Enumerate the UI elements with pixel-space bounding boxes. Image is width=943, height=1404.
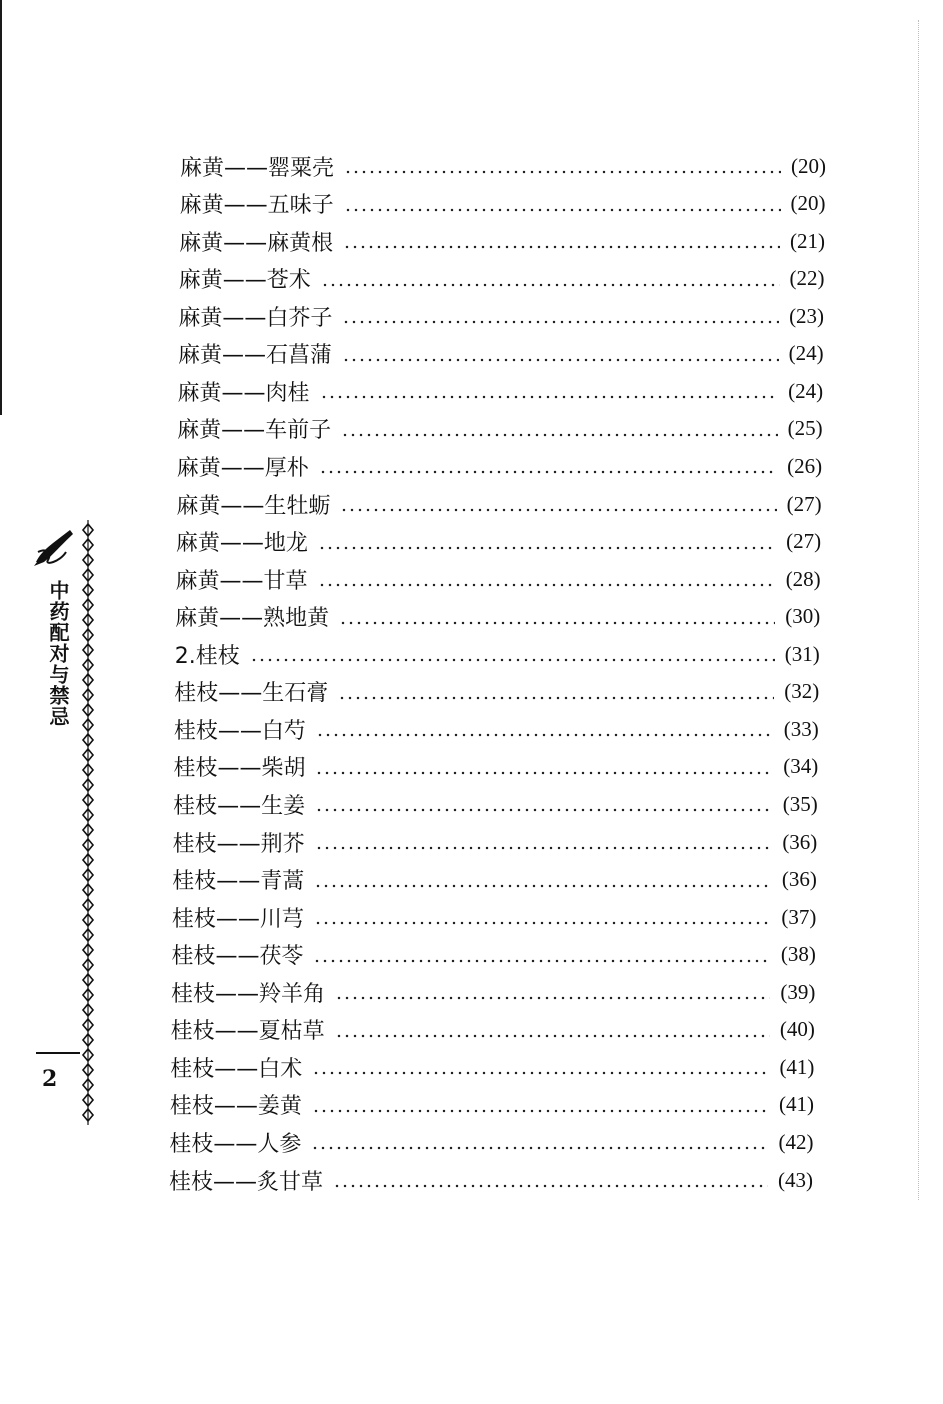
toc-leader-dots: [318, 582, 776, 588]
toc-entry-title: 桂枝——羚羊角: [171, 981, 326, 1007]
toc-entry: [174, 712, 819, 746]
toc-leader-dots: [315, 845, 773, 851]
toc-entry-page: (21): [790, 228, 826, 253]
toc-entry: [171, 1013, 815, 1047]
toc-entry-page: (32): [784, 679, 820, 704]
toc-entry-page: (42): [778, 1129, 814, 1154]
toc-entry-title: 桂枝——生姜: [173, 793, 306, 819]
toc-leader-dots: [321, 282, 780, 288]
toc-entry-page: (24): [788, 378, 824, 403]
toc-entry-page: (33): [783, 716, 819, 741]
toc-entry-page: (36): [781, 867, 817, 892]
toc-entry-title: 桂枝——炙甘草: [169, 1169, 324, 1195]
toc-entry-page: (34): [783, 754, 819, 779]
toc-entry-title: 麻黄——五味子: [179, 193, 334, 219]
toc-entry-title: 桂枝——白术: [170, 1056, 303, 1082]
toc-entry: [172, 863, 817, 897]
toc-leader-dots: [312, 1070, 769, 1076]
toc-entry: [174, 675, 819, 709]
toc-entry-title: 桂枝——生石膏: [174, 681, 329, 707]
toc-entry-title: 桂枝——茯苓: [171, 944, 304, 970]
toc-entry: [179, 224, 825, 258]
toc-entry-page: (24): [788, 341, 824, 366]
toc-entry: [169, 1163, 813, 1197]
toc-entry-title: 麻黄——厚朴: [176, 455, 309, 481]
toc-entry-title: 麻黄——甘草: [175, 568, 308, 594]
toc-entry-page: (22): [789, 266, 825, 291]
toc-leader-dots: [344, 169, 781, 175]
toc-leader-dots: [311, 1145, 768, 1151]
toc-entry: [170, 1088, 814, 1122]
toc-entry-title: 桂枝——青蒿: [172, 869, 305, 895]
toc-entry-title: 麻黄——熟地黄: [175, 606, 330, 632]
toc-leader-dots: [339, 620, 775, 626]
toc-entry-title: 桂枝——柴胡: [173, 756, 306, 782]
toc-entry: [178, 299, 824, 333]
toc-entry-title: 桂枝——荆芥: [172, 831, 305, 857]
toc-leader-dots: [315, 807, 773, 813]
toc-entry-page: (31): [784, 641, 820, 666]
toc-entry-title: 麻黄——罂粟壳: [180, 155, 335, 181]
toc-leader-dots: [314, 883, 772, 889]
toc-leader-dots: [343, 244, 780, 250]
toc-entry-page: (25): [787, 416, 823, 441]
toc-entry: [172, 900, 817, 934]
toc-entry: [170, 1050, 814, 1084]
toc-entry: [173, 787, 818, 821]
toc-entry-title: 麻黄——生牡蛎: [176, 493, 331, 519]
toc-entry: [179, 262, 825, 296]
toc-entry: [175, 600, 820, 634]
toc-entry-page: (26): [787, 453, 823, 478]
toc-entry: [177, 449, 822, 483]
toc-leader-dots: [338, 695, 774, 701]
toc-entry: [178, 374, 824, 408]
toc-entry-page: (41): [779, 1054, 815, 1079]
toc-leader-dots: [342, 319, 779, 325]
toc-entry-title: 麻黄——肉桂: [177, 380, 310, 406]
toc-entry-title: 麻黄——地龙: [175, 531, 308, 557]
toc-entry-title: 桂枝——姜黄: [169, 1094, 302, 1120]
toc-entry: [171, 938, 815, 972]
toc-entry: [173, 825, 818, 859]
toc-entry: [175, 637, 820, 671]
toc-entry-page: (36): [782, 829, 818, 854]
toc-leader-dots: [318, 545, 776, 551]
toc-entry-title: 麻黄——车前子: [177, 418, 332, 444]
toc-entry-title: 桂枝——川芎: [171, 906, 304, 932]
toc-entry-title: 桂枝——白芍: [173, 718, 306, 744]
toc-entry: [171, 975, 815, 1009]
toc-leader-dots: [342, 357, 779, 363]
toc-entry-page: (38): [780, 942, 816, 967]
toc-entry-page: (20): [791, 153, 826, 178]
book-title: 中药配对与禁忌: [46, 580, 70, 727]
toc-entry: [178, 337, 824, 371]
toc-leader-dots: [250, 657, 775, 663]
toc-entry-title: 2.桂枝: [174, 643, 240, 669]
toc-entry: [169, 1125, 813, 1159]
toc-entry-page: (40): [779, 1017, 815, 1042]
toc-entry-page: (27): [786, 491, 822, 516]
toc-entry: [180, 187, 826, 221]
toc-entry-page: (43): [778, 1167, 813, 1192]
toc-entry: [173, 750, 818, 784]
toc-leader-dots: [314, 920, 772, 926]
toc-leader-dots: [312, 1108, 769, 1114]
toc-leader-dots: [341, 432, 777, 438]
toc-leader-dots: [344, 207, 781, 213]
toc-entry-page: (35): [782, 791, 818, 816]
toc-entry-title: 麻黄——麻黄根: [179, 230, 334, 256]
toc-leader-dots: [335, 1033, 770, 1039]
toc-entry-page: (23): [789, 303, 825, 328]
toc-leader-dots: [335, 995, 770, 1001]
toc-entry-title: 麻黄——石菖蒲: [177, 343, 332, 369]
toc-entry: [176, 562, 821, 596]
toc-entry-page: (37): [781, 904, 817, 929]
toc-entry-page: (20): [790, 191, 826, 216]
page-number: 2: [42, 1066, 58, 1092]
toc-entry: [176, 525, 821, 559]
toc-entry-page: (28): [785, 566, 821, 591]
toc-entry-title: 桂枝——人参: [169, 1131, 302, 1157]
toc-entry-page: (30): [785, 604, 821, 629]
toc-entry: [177, 412, 822, 446]
toc-entry-title: 桂枝——夏枯草: [170, 1019, 325, 1045]
toc-entry-title: 麻黄——苍术: [178, 268, 311, 294]
toc-leader-dots: [333, 1183, 768, 1189]
toc-entry: [180, 149, 826, 183]
toc-leader-dots: [319, 469, 777, 475]
toc-leader-dots: [315, 770, 773, 776]
toc-entry-page: (27): [786, 529, 822, 554]
toc-entry-title: 麻黄——白芥子: [178, 305, 333, 331]
toc-entry-page: (41): [778, 1092, 814, 1117]
toc-leader-dots: [340, 507, 776, 513]
toc-entry: [176, 487, 821, 521]
toc-entry-page: (39): [780, 979, 816, 1004]
toc-leader-dots: [320, 394, 779, 400]
toc-leader-dots: [313, 958, 770, 964]
toc-leader-dots: [316, 732, 774, 738]
